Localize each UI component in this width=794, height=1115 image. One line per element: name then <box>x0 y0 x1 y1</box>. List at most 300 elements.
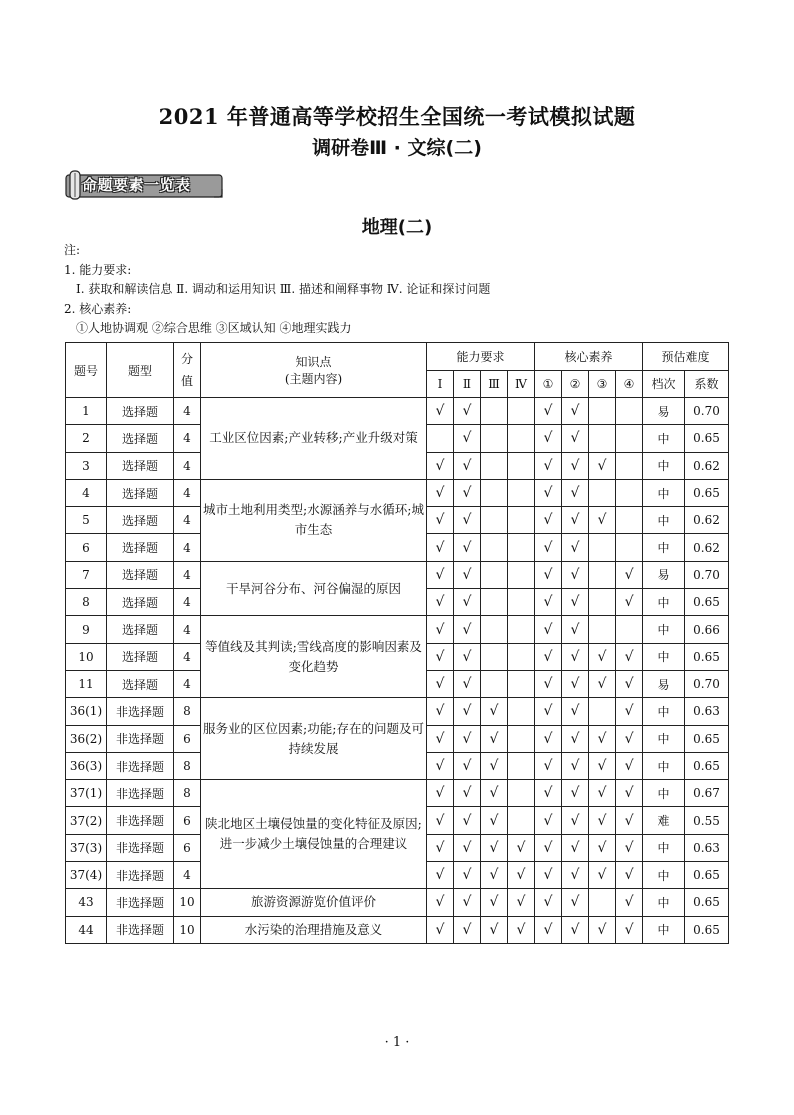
cell-ability-check <box>508 561 535 588</box>
cell-ability-check: √ <box>427 834 454 861</box>
cell-coef: 0.63 <box>685 698 729 725</box>
cell-score: 4 <box>174 534 201 561</box>
page-subtitle: 调研卷Ⅲ · 文综(二) <box>312 137 482 159</box>
cell-ability-check: √ <box>427 643 454 670</box>
cell-coef: 0.62 <box>685 507 729 534</box>
cell-coef: 0.65 <box>685 889 729 916</box>
cell-ability-check <box>508 398 535 425</box>
cell-literacy-check: √ <box>616 561 643 588</box>
cell-ability-check <box>508 534 535 561</box>
cell-ability-check <box>508 507 535 534</box>
header-type: 题型 <box>107 343 174 398</box>
cell-level: 中 <box>643 752 685 779</box>
cell-ability-check: √ <box>481 889 508 916</box>
cell-literacy-check: √ <box>535 479 562 506</box>
cell-ability-check: √ <box>481 916 508 943</box>
literacy-items: ①人地协调观 ②综合思维 ③区域认知 ④地理实践力 <box>76 321 352 335</box>
cell-literacy-check: √ <box>535 862 562 889</box>
cell-coef: 0.55 <box>685 807 729 834</box>
cell-literacy-check: √ <box>562 507 589 534</box>
cell-level: 易 <box>643 561 685 588</box>
cell-literacy-check: √ <box>535 752 562 779</box>
cell-ability-check: √ <box>481 780 508 807</box>
cell-literacy-check: √ <box>589 507 616 534</box>
cell-ability-check: √ <box>427 507 454 534</box>
cell-score: 6 <box>174 834 201 861</box>
cell-ability-check: √ <box>454 780 481 807</box>
cell-literacy-check <box>589 479 616 506</box>
table-row <box>66 916 729 943</box>
cell-literacy-check <box>589 589 616 616</box>
cell-literacy-check: √ <box>562 889 589 916</box>
cell-ability-check <box>427 425 454 452</box>
cell-score: 4 <box>174 670 201 697</box>
cell-literacy-check: √ <box>535 670 562 697</box>
cell-score: 4 <box>174 643 201 670</box>
cell-level: 中 <box>643 725 685 752</box>
cell-score: 8 <box>174 752 201 779</box>
cell-literacy-check: √ <box>562 752 589 779</box>
cell-ability-check <box>508 643 535 670</box>
cell-ability-check <box>481 670 508 697</box>
cell-literacy-check <box>616 616 643 643</box>
cell-literacy-check <box>589 425 616 452</box>
cell-num: 5 <box>66 507 107 534</box>
header-literacy-2: ② <box>562 370 589 398</box>
cell-ability-check: √ <box>454 616 481 643</box>
cell-level: 中 <box>643 534 685 561</box>
cell-level: 难 <box>643 807 685 834</box>
cell-type: 非选择题 <box>107 889 174 916</box>
cell-literacy-check: √ <box>562 398 589 425</box>
cell-literacy-check: √ <box>562 725 589 752</box>
header-num: 题号 <box>66 343 107 398</box>
cell-ability-check: √ <box>508 834 535 861</box>
cell-coef: 0.66 <box>685 616 729 643</box>
cell-ability-check: √ <box>454 698 481 725</box>
cell-level: 中 <box>643 834 685 861</box>
cell-literacy-check: √ <box>535 725 562 752</box>
cell-score: 4 <box>174 425 201 452</box>
cell-literacy-check: √ <box>589 670 616 697</box>
cell-type: 非选择题 <box>107 807 174 834</box>
cell-ability-check: √ <box>481 807 508 834</box>
cell-num: 37(1) <box>66 780 107 807</box>
cell-literacy-check <box>616 507 643 534</box>
cell-literacy-check <box>616 398 643 425</box>
cell-ability-check: √ <box>481 698 508 725</box>
header-level: 档次 <box>643 370 685 398</box>
cell-literacy-check: √ <box>589 452 616 479</box>
section-title: 地理(二) <box>361 217 433 238</box>
cell-coef: 0.67 <box>685 780 729 807</box>
cell-ability-check: √ <box>508 889 535 916</box>
cell-literacy-check: √ <box>535 452 562 479</box>
cell-literacy-check: √ <box>535 589 562 616</box>
cell-level: 易 <box>643 670 685 697</box>
cell-score: 4 <box>174 479 201 506</box>
cell-score: 6 <box>174 807 201 834</box>
cell-type: 非选择题 <box>107 752 174 779</box>
cell-ability-check <box>508 752 535 779</box>
cell-literacy-check <box>616 479 643 506</box>
cell-literacy-check: √ <box>616 670 643 697</box>
cell-literacy-check: √ <box>616 643 643 670</box>
cell-literacy-check: √ <box>535 534 562 561</box>
cell-num: 4 <box>66 479 107 506</box>
cell-literacy-check: √ <box>616 889 643 916</box>
cell-literacy-check: √ <box>535 916 562 943</box>
cell-literacy-check: √ <box>562 479 589 506</box>
cell-ability-check: √ <box>427 862 454 889</box>
header-ability-3: Ⅲ <box>481 370 508 398</box>
cell-literacy-check: √ <box>589 752 616 779</box>
cell-literacy-check: √ <box>589 834 616 861</box>
cell-ability-check: √ <box>454 452 481 479</box>
cell-ability-check: √ <box>454 507 481 534</box>
cell-type: 非选择题 <box>107 780 174 807</box>
cell-literacy-check: √ <box>535 834 562 861</box>
cell-level: 中 <box>643 452 685 479</box>
header-literacy-4: ④ <box>616 370 643 398</box>
cell-num: 9 <box>66 616 107 643</box>
cell-type: 选择题 <box>107 534 174 561</box>
cell-literacy-check: √ <box>535 616 562 643</box>
cell-literacy-check: √ <box>535 889 562 916</box>
cell-literacy-check: √ <box>616 752 643 779</box>
cell-ability-check <box>508 725 535 752</box>
cell-ability-check <box>508 589 535 616</box>
cell-literacy-check <box>616 452 643 479</box>
table-row <box>66 698 729 725</box>
cell-num: 36(2) <box>66 725 107 752</box>
cell-level: 中 <box>643 589 685 616</box>
cell-knowledge: 工业区位因素;产业转移;产业升级对策 <box>201 398 427 480</box>
cell-num: 44 <box>66 916 107 943</box>
cell-num: 1 <box>66 398 107 425</box>
cell-coef: 0.63 <box>685 834 729 861</box>
cell-literacy-check: √ <box>562 616 589 643</box>
cell-literacy-check: √ <box>589 643 616 670</box>
cell-level: 中 <box>643 425 685 452</box>
table-row <box>66 889 729 916</box>
cell-literacy-check: √ <box>616 862 643 889</box>
cell-ability-check: √ <box>454 862 481 889</box>
cell-literacy-check: √ <box>589 725 616 752</box>
cell-ability-check <box>481 479 508 506</box>
cell-ability-check: √ <box>454 725 481 752</box>
cell-ability-check <box>481 425 508 452</box>
cell-ability-check: √ <box>454 889 481 916</box>
cell-knowledge: 水污染的治理措施及意义 <box>201 916 427 943</box>
cell-literacy-check: √ <box>589 780 616 807</box>
cell-score: 4 <box>174 507 201 534</box>
cell-ability-check: √ <box>427 670 454 697</box>
cell-type: 选择题 <box>107 452 174 479</box>
cell-knowledge: 陕北地区土壤侵蚀量的变化特征及原因;进一步减少土壤侵蚀量的合理建议 <box>201 780 427 889</box>
cell-literacy-check: √ <box>562 425 589 452</box>
cell-level: 中 <box>643 780 685 807</box>
cell-literacy-check: √ <box>562 780 589 807</box>
table-body <box>66 398 729 944</box>
literacy-title: 2. 核心素养: <box>64 301 132 316</box>
header-ability-4: Ⅳ <box>508 370 535 398</box>
header-ability-1: Ⅰ <box>427 370 454 398</box>
notes-block <box>64 241 744 339</box>
cell-ability-check: √ <box>454 589 481 616</box>
cell-knowledge: 旅游资源游览价值评价 <box>201 889 427 916</box>
cell-coef: 0.62 <box>685 452 729 479</box>
cell-level: 中 <box>643 507 685 534</box>
cell-literacy-check <box>589 398 616 425</box>
cell-num: 10 <box>66 643 107 670</box>
cell-coef: 0.65 <box>685 916 729 943</box>
cell-ability-check: √ <box>427 889 454 916</box>
cell-num: 7 <box>66 561 107 588</box>
cell-score: 4 <box>174 398 201 425</box>
cell-ability-check: √ <box>454 643 481 670</box>
cell-ability-check: √ <box>454 670 481 697</box>
section-banner <box>64 169 224 201</box>
cell-literacy-check: √ <box>562 670 589 697</box>
cell-literacy-check: √ <box>589 862 616 889</box>
cell-type: 非选择题 <box>107 725 174 752</box>
notes-label: 注: <box>64 243 81 257</box>
ability-title: 1. 能力要求: <box>64 262 132 277</box>
cell-ability-check: √ <box>427 916 454 943</box>
cell-literacy-check <box>589 698 616 725</box>
cell-coef: 0.65 <box>685 725 729 752</box>
cell-ability-check: √ <box>481 752 508 779</box>
cell-literacy-check: √ <box>562 807 589 834</box>
cell-num: 37(4) <box>66 862 107 889</box>
cell-level: 中 <box>643 698 685 725</box>
cell-type: 选择题 <box>107 561 174 588</box>
cell-literacy-check: √ <box>616 589 643 616</box>
cell-ability-check <box>508 425 535 452</box>
header-coef: 系数 <box>685 370 729 398</box>
cell-ability-check <box>481 452 508 479</box>
cell-literacy-check <box>589 561 616 588</box>
cell-level: 中 <box>643 479 685 506</box>
banner-label: 命题要素一览表 <box>82 176 191 194</box>
cell-ability-check <box>508 780 535 807</box>
cell-ability-check <box>481 589 508 616</box>
cell-num: 43 <box>66 889 107 916</box>
cell-ability-check: √ <box>454 479 481 506</box>
cell-ability-check: √ <box>454 534 481 561</box>
cell-literacy-check: √ <box>535 807 562 834</box>
cell-ability-check: √ <box>427 534 454 561</box>
cell-ability-check: √ <box>508 916 535 943</box>
cell-ability-check <box>481 534 508 561</box>
cell-ability-check: √ <box>481 725 508 752</box>
cell-ability-check <box>481 616 508 643</box>
cell-ability-check: √ <box>427 698 454 725</box>
cell-num: 6 <box>66 534 107 561</box>
header-literacy-3: ③ <box>589 370 616 398</box>
cell-ability-check: √ <box>508 862 535 889</box>
cell-score: 10 <box>174 916 201 943</box>
cell-coef: 0.65 <box>685 589 729 616</box>
cell-literacy-check: √ <box>616 698 643 725</box>
cell-literacy-check: √ <box>562 589 589 616</box>
cell-type: 选择题 <box>107 589 174 616</box>
cell-level: 中 <box>643 616 685 643</box>
cell-score: 8 <box>174 780 201 807</box>
cell-literacy-check: √ <box>589 916 616 943</box>
cell-literacy-check: √ <box>535 643 562 670</box>
cell-score: 4 <box>174 616 201 643</box>
cell-knowledge: 服务业的区位因素;功能;存在的问题及可持续发展 <box>201 698 427 780</box>
cell-ability-check: √ <box>454 398 481 425</box>
cell-score: 10 <box>174 889 201 916</box>
cell-coef: 0.70 <box>685 670 729 697</box>
cell-literacy-check: √ <box>562 561 589 588</box>
cell-score: 4 <box>174 561 201 588</box>
cell-type: 选择题 <box>107 479 174 506</box>
header-literacy: 核心素养 <box>535 343 643 371</box>
header-literacy-1: ① <box>535 370 562 398</box>
cell-literacy-check <box>589 534 616 561</box>
cell-ability-check: √ <box>481 862 508 889</box>
cell-type: 非选择题 <box>107 916 174 943</box>
cell-ability-check <box>508 698 535 725</box>
cell-type: 非选择题 <box>107 834 174 861</box>
header-knowledge <box>201 343 427 398</box>
cell-ability-check: √ <box>454 916 481 943</box>
header-knowledge-sub: (主题内容) <box>284 372 343 386</box>
cell-ability-check <box>508 670 535 697</box>
cell-ability-check <box>481 398 508 425</box>
cell-literacy-check: √ <box>562 916 589 943</box>
cell-literacy-check: √ <box>562 452 589 479</box>
header-knowledge-label: 知识点 <box>295 355 332 369</box>
cell-literacy-check: √ <box>616 834 643 861</box>
cell-type: 选择题 <box>107 507 174 534</box>
cell-coef: 0.65 <box>685 479 729 506</box>
cell-ability-check: √ <box>427 780 454 807</box>
cell-coef: 0.65 <box>685 752 729 779</box>
cell-score: 8 <box>174 698 201 725</box>
cell-ability-check: √ <box>454 834 481 861</box>
cell-literacy-check: √ <box>535 507 562 534</box>
header-score-label: 分值 <box>180 352 193 388</box>
cell-literacy-check: √ <box>616 780 643 807</box>
cell-ability-check: √ <box>454 807 481 834</box>
cell-literacy-check: √ <box>562 698 589 725</box>
cell-ability-check: √ <box>427 561 454 588</box>
cell-literacy-check: √ <box>616 725 643 752</box>
cell-knowledge: 等值线及其判读;雪线高度的影响因素及变化趋势 <box>201 616 427 698</box>
cell-ability-check: √ <box>454 752 481 779</box>
cell-literacy-check: √ <box>562 862 589 889</box>
cell-ability-check <box>508 452 535 479</box>
cell-ability-check: √ <box>427 452 454 479</box>
cell-literacy-check <box>589 889 616 916</box>
cell-ability-check <box>508 616 535 643</box>
cell-coef: 0.65 <box>685 643 729 670</box>
header-difficulty: 预估难度 <box>643 343 729 371</box>
cell-literacy-check: √ <box>616 916 643 943</box>
cell-coef: 0.65 <box>685 862 729 889</box>
cell-type: 选择题 <box>107 643 174 670</box>
ability-items: Ⅰ. 获取和解读信息 Ⅱ. 调动和运用知识 Ⅲ. 描述和阐释事物 Ⅳ. 论证和探讨问题 <box>76 282 491 296</box>
elements-table <box>65 342 729 944</box>
cell-level: 中 <box>643 916 685 943</box>
cell-num: 8 <box>66 589 107 616</box>
cell-level: 中 <box>643 643 685 670</box>
cell-level: 中 <box>643 862 685 889</box>
cell-knowledge: 城市土地利用类型;水源涵养与水循环;城市生态 <box>201 479 427 561</box>
cell-type: 非选择题 <box>107 698 174 725</box>
cell-ability-check: √ <box>427 589 454 616</box>
cell-ability-check <box>481 507 508 534</box>
cell-num: 37(3) <box>66 834 107 861</box>
cell-num: 36(1) <box>66 698 107 725</box>
table-row <box>66 616 729 643</box>
cell-literacy-check: √ <box>535 780 562 807</box>
cell-ability-check <box>508 479 535 506</box>
cell-coef: 0.65 <box>685 425 729 452</box>
cell-literacy-check: √ <box>535 425 562 452</box>
cell-literacy-check: √ <box>562 534 589 561</box>
cell-ability-check: √ <box>481 834 508 861</box>
cell-literacy-check <box>589 616 616 643</box>
cell-level: 中 <box>643 889 685 916</box>
cell-ability-check: √ <box>427 398 454 425</box>
cell-type: 选择题 <box>107 398 174 425</box>
cell-ability-check: √ <box>454 425 481 452</box>
table-row <box>66 780 729 807</box>
cell-literacy-check: √ <box>535 698 562 725</box>
cell-num: 36(3) <box>66 752 107 779</box>
cell-coef: 0.70 <box>685 561 729 588</box>
cell-num: 37(2) <box>66 807 107 834</box>
cell-type: 选择题 <box>107 616 174 643</box>
cell-ability-check: √ <box>454 561 481 588</box>
header-ability-2: Ⅱ <box>454 370 481 398</box>
cell-literacy-check: √ <box>562 834 589 861</box>
cell-literacy-check: √ <box>535 398 562 425</box>
cell-score: 4 <box>174 862 201 889</box>
cell-ability-check: √ <box>427 752 454 779</box>
cell-ability-check: √ <box>427 616 454 643</box>
cell-score: 6 <box>174 725 201 752</box>
cell-knowledge: 干旱河谷分布、河谷偏湿的原因 <box>201 561 427 616</box>
table-row <box>66 479 729 506</box>
cell-num: 2 <box>66 425 107 452</box>
cell-literacy-check: √ <box>589 807 616 834</box>
cell-coef: 0.62 <box>685 534 729 561</box>
cell-ability-check: √ <box>427 725 454 752</box>
header-ability: 能力要求 <box>427 343 535 371</box>
cell-type: 选择题 <box>107 670 174 697</box>
cell-literacy-check <box>616 534 643 561</box>
cell-ability-check: √ <box>427 479 454 506</box>
cell-coef: 0.70 <box>685 398 729 425</box>
cell-type: 选择题 <box>107 425 174 452</box>
cell-ability-check <box>508 807 535 834</box>
header-score <box>174 343 201 398</box>
cell-score: 4 <box>174 452 201 479</box>
cell-literacy-check <box>616 425 643 452</box>
cell-level: 易 <box>643 398 685 425</box>
cell-ability-check: √ <box>427 807 454 834</box>
page-number: · 1 · <box>384 1035 410 1050</box>
cell-type: 非选择题 <box>107 862 174 889</box>
cell-score: 4 <box>174 589 201 616</box>
